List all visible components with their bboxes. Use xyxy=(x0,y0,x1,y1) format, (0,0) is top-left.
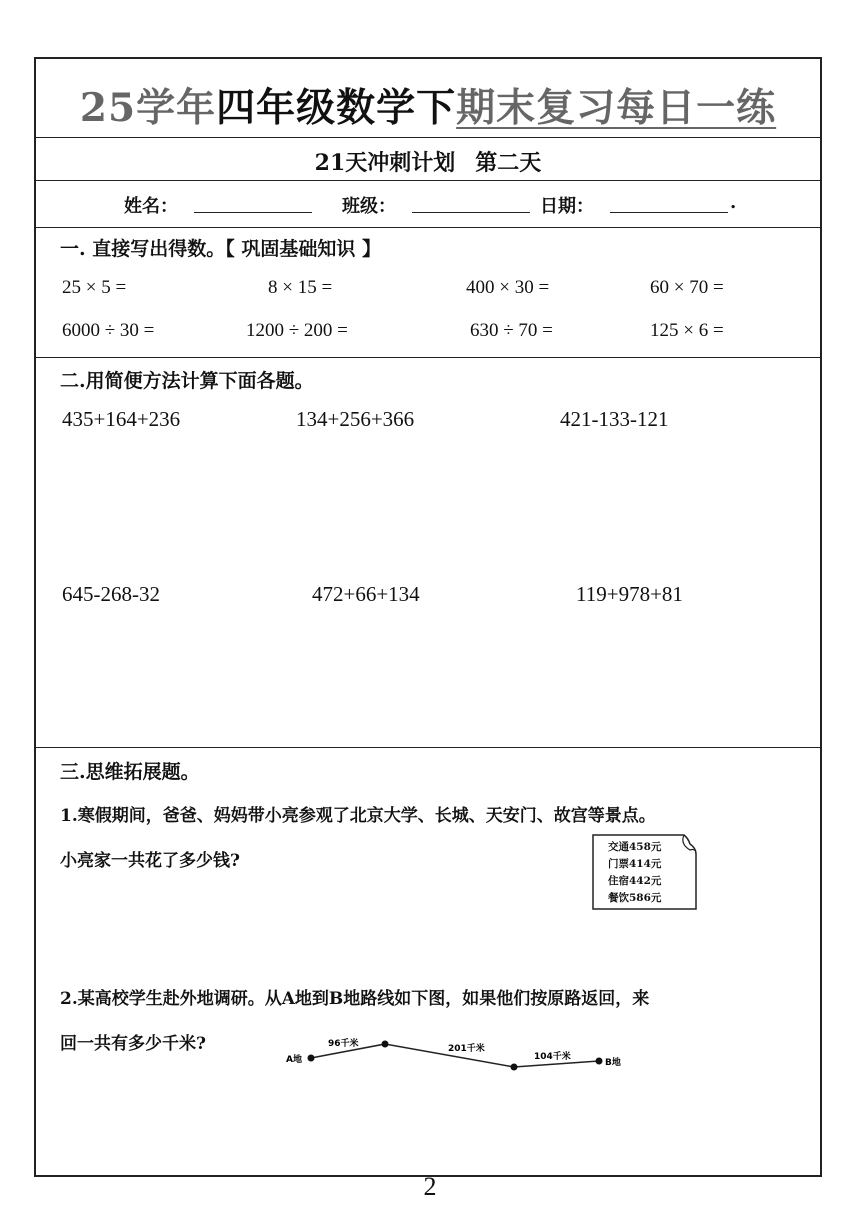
oral-item: 6000 ÷ 30 = xyxy=(62,320,155,341)
plan-label: 21天冲刺计划 xyxy=(314,150,456,176)
divider xyxy=(36,357,820,358)
oral-item: 125 × 6 = xyxy=(650,320,724,341)
name-label: 姓名： xyxy=(124,196,178,217)
divider xyxy=(36,747,820,748)
worksheet-title xyxy=(36,77,820,133)
route-start-label: A地 xyxy=(286,1055,302,1065)
oral-item: 60 × 70 = xyxy=(650,277,724,298)
route-segment-label: 104千米 xyxy=(534,1052,571,1062)
calc-item: 645-268-32 xyxy=(62,582,160,606)
divider xyxy=(36,227,820,228)
route-diagram xyxy=(276,1034,636,1084)
route-point-b xyxy=(596,1058,603,1065)
receipt-line: 门票414元 xyxy=(608,858,662,870)
section2-heading: 二.用简便方法计算下面各题。 xyxy=(60,370,314,392)
route-point xyxy=(382,1041,389,1048)
route-point xyxy=(511,1064,518,1071)
class-label: 班级： xyxy=(342,196,396,217)
page-number: 2 xyxy=(423,1172,437,1201)
student-info-row xyxy=(36,190,820,218)
section3-heading: 三.思维拓展题。 xyxy=(60,761,200,783)
route-point-a xyxy=(308,1055,315,1062)
oral-item: 1200 ÷ 200 = xyxy=(246,320,348,341)
name-field[interactable] xyxy=(194,212,312,213)
receipt-line: 餐饮586元 xyxy=(608,892,662,904)
end-mark: . xyxy=(730,192,737,213)
class-field[interactable] xyxy=(412,212,530,213)
section1-heading: 一. 直接写出得数。【 巩固基础知识 】 xyxy=(60,238,381,260)
question1-line2: 小亮家一共花了多少钱? xyxy=(60,851,240,871)
question1-line1: 1.寒假期间，爸爸、妈妈带小亮参观了北京大学、长城、天安门、故宫等景点。 xyxy=(60,806,656,826)
oral-item: 25 × 5 = xyxy=(62,277,127,298)
calc-item: 421-133-121 xyxy=(560,407,669,431)
date-field[interactable] xyxy=(610,212,728,213)
receipt-line: 交通458元 xyxy=(608,841,662,853)
worksheet-frame xyxy=(34,57,822,1177)
oral-item: 8 × 15 = xyxy=(268,277,333,298)
date-label: 日期： xyxy=(540,196,594,217)
calc-item: 472+66+134 xyxy=(312,582,420,606)
title-year: 25学年 xyxy=(79,85,217,131)
receipt-line: 住宿442元 xyxy=(608,875,662,887)
title-grade: 四年级数学下 xyxy=(216,85,457,131)
oral-item: 400 × 30 = xyxy=(466,277,550,298)
question2-line1: 2.某高校学生赴外地调研。从A地到B地路线如下图，如果他们按原路返回，来 xyxy=(60,989,650,1009)
route-segment-label: 96千米 xyxy=(328,1039,359,1049)
calc-item: 119+978+81 xyxy=(576,582,683,606)
route-end-label: B地 xyxy=(605,1058,621,1068)
calc-item: 435+164+236 xyxy=(62,407,181,431)
subtitle xyxy=(36,146,820,177)
divider xyxy=(36,137,820,138)
title-topic: 期末复习每日一练 xyxy=(456,85,777,131)
day-label: 第二天 xyxy=(475,150,542,176)
question2-line2: 回一共有多少千米? xyxy=(60,1034,206,1054)
oral-item: 630 ÷ 70 = xyxy=(470,320,553,341)
calc-item: 134+256+366 xyxy=(296,407,415,431)
divider xyxy=(36,180,820,181)
route-segment-label: 201千米 xyxy=(448,1044,485,1054)
